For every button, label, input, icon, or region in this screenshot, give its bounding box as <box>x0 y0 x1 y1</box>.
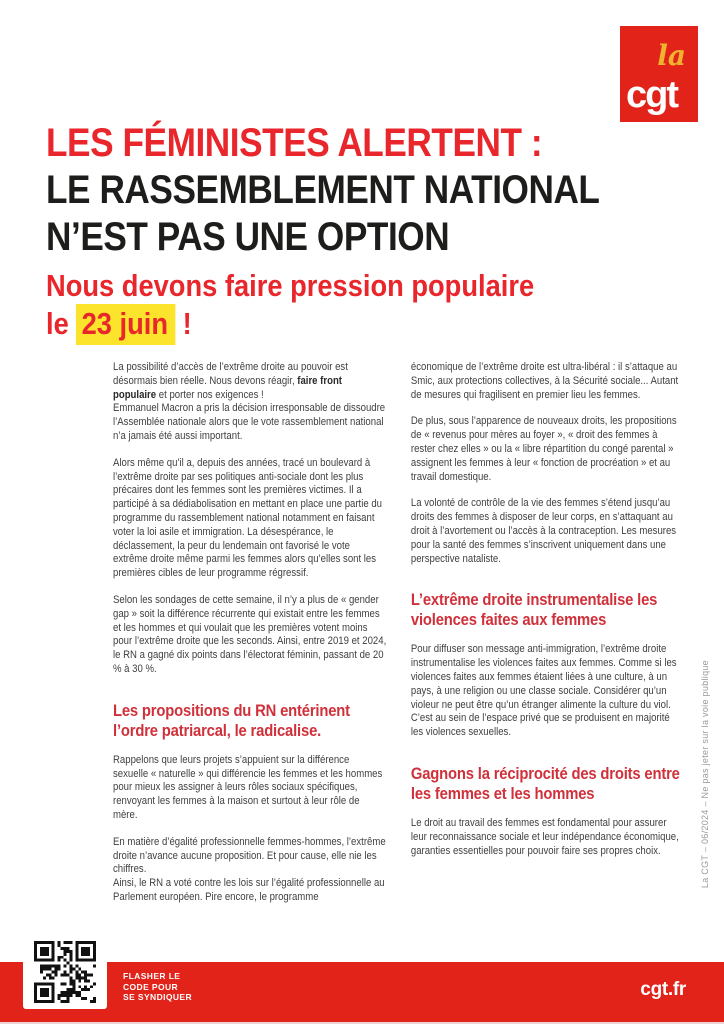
text-run: L’extrême droite instrumentalise les violences faites aux femmes <box>410 590 658 630</box>
qr-label-line-1: FLASHER LE <box>123 971 181 981</box>
text-run: Ainsi, le RN a voté contre les lois sur l’égalité professionnelle au Parlement européen. Pire encore, le programme <box>113 877 385 903</box>
text-run: Les propositions du RN entérinent l’ordre patriarcal, le radicalise. <box>113 700 350 740</box>
section-heading <box>411 764 684 804</box>
call-to-action-line-1: Nous devons faire pression populaire <box>46 268 535 303</box>
text-run: De plus, sous l’apparence de nouveaux droits, les propositions de « revenus pour mères au foyer », « droit des femmes à rester chez elles » ou la « libre répartition du congé parental » assignent les femmes à leur « fonction de procréation » et au travail domestique. <box>410 415 677 483</box>
body-paragraph <box>113 754 386 823</box>
section-heading <box>113 701 386 741</box>
text-run: faire front populaire <box>113 374 342 401</box>
headline-line-1: LES FÉMINISTES ALERTENT : <box>46 121 543 165</box>
text-run: Pour diffuser son message anti-immigration, l’extrême droite instrumentalise les violences faites aux femmes. Comme si les violences faites aux femmes étaient liées à une culture, à un pays, à une religion ou une classe sociale. Considérer qu’un violeur ne peut être qu’un étranger alimente la culture du viol. C’est au sein de l’espace privé que se produisent en majorité les violences sexuelles. <box>410 643 677 739</box>
body-paragraph <box>411 817 684 858</box>
body-paragraph <box>113 594 386 677</box>
body-paragraph <box>411 361 684 402</box>
right-column <box>411 361 684 918</box>
cta-suffix: ! <box>175 306 192 341</box>
qr-label-line-3: SE SYNDIQUER <box>123 992 193 1002</box>
date-highlight: 23 juin <box>76 304 175 345</box>
body-paragraph <box>411 497 684 566</box>
text-run: Rappelons que leurs projets s’appuient sur la différence sexuelle « naturelle » qui différencie les femmes et les hommes pour mieux les assigner à leurs rôles sociaux spécifiques, renvoyant les femmes à la maison et surtout à leur rôle de mère. <box>113 753 383 821</box>
body-paragraph <box>411 643 684 740</box>
cgt-logo-la-script: la <box>657 39 686 72</box>
text-run: En matière d’égalité professionnelle femmes-hommes, l’extrême droite n’avance aucune proposition. Et pour cause, elle nie les chiffres. <box>113 835 386 876</box>
headline-line-3: N’EST PAS UNE OPTION <box>46 215 450 259</box>
body-paragraph <box>113 361 386 444</box>
section-heading <box>411 590 684 630</box>
text-run: La volonté de contrôle de la vie des femmes s’étend jusqu’au droits des femmes à disposer de leur corps, en s’attaquant au droit à l’avortement ou l’accès à la contraception. Les mesures pour la santé des femmes s’inscrivent uniquement dans une perspective nataliste. <box>410 497 677 565</box>
qr-code <box>23 935 107 1009</box>
body-paragraph <box>113 457 386 581</box>
qr-label-line-2: CODE POUR <box>123 981 179 992</box>
headline-block <box>46 120 599 343</box>
body-columns <box>113 361 684 918</box>
headline-line-2: LE RASSEMBLEMENT NATIONAL <box>46 168 600 212</box>
footer-band <box>0 962 724 1024</box>
text-run: Gagnons la réciprocité des droits entre les femmes et les hommes <box>410 763 680 803</box>
text-run: Selon les sondages de cette semaine, il n’y a plus de « gender gap » soit la différence récurrente qui existait entre les femmes et les hommes et qui voulait que les premières votent moins pour l’extrême droite que les seconds. Ainsi, entre 2019 et 2024, le RN a gagné dix points dans l’électorat féminin, passant de 20 % à 30 %. <box>113 593 387 675</box>
call-to-action-line-2 <box>46 305 599 343</box>
body-paragraph <box>411 415 684 484</box>
text-run: Emmanuel Macron a pris la décision irresponsable de dissoudre l’Assemblée nationale alors que le vote rassemblement national n’a jamais été aussi important. <box>113 402 386 442</box>
body-paragraph <box>113 836 386 905</box>
left-column <box>113 361 386 918</box>
text-run: La possibilité d’accès de l’extrême droite au pouvoir est désormais bien réelle. Nous devons réagir, <box>113 361 348 387</box>
website-link[interactable]: cgt.fr <box>640 979 686 1000</box>
imprint-note: La CGT – 06/2024 – Ne pas jeter sur la voie publique <box>700 660 710 889</box>
text-run: et porter nos exigences ! <box>156 388 264 401</box>
text-run: Alors même qu’il a, depuis des années, tracé un boulevard à l’extrême droite par ses politiques anti-sociale dont les plus précaires dont les femmes sont les premières victimes. Il a participé à sa dédiabolisation en mettant en place une partie du programme du rassemblement national notamment en faisant voter la loi asile et immigration. La désespérance, le déclassement, la peur du lendemain ont favorisé le vote extrême droite même parmi les femmes alors qu’elles sont les premières cibles de leur programme régressif. <box>113 456 382 580</box>
text-run: économique de l’extrême droite est ultra-libéral : il s’attaque au Smic, aux protections collectives, à la Sécurité sociale... Autant de mesures qui fragilisent en premier lieu les femmes. <box>410 361 679 401</box>
cgt-logo <box>620 26 698 122</box>
cgt-logo-text: cgt <box>626 74 677 116</box>
qr-label <box>123 971 192 1003</box>
text-run: Le droit au travail des femmes est fondamental pour assurer leur reconnaissance sociale et leur indépendance économique, garanties essentielles pour pouvoir faire ses propres choix. <box>410 816 679 857</box>
cta-prefix: le <box>46 306 77 341</box>
